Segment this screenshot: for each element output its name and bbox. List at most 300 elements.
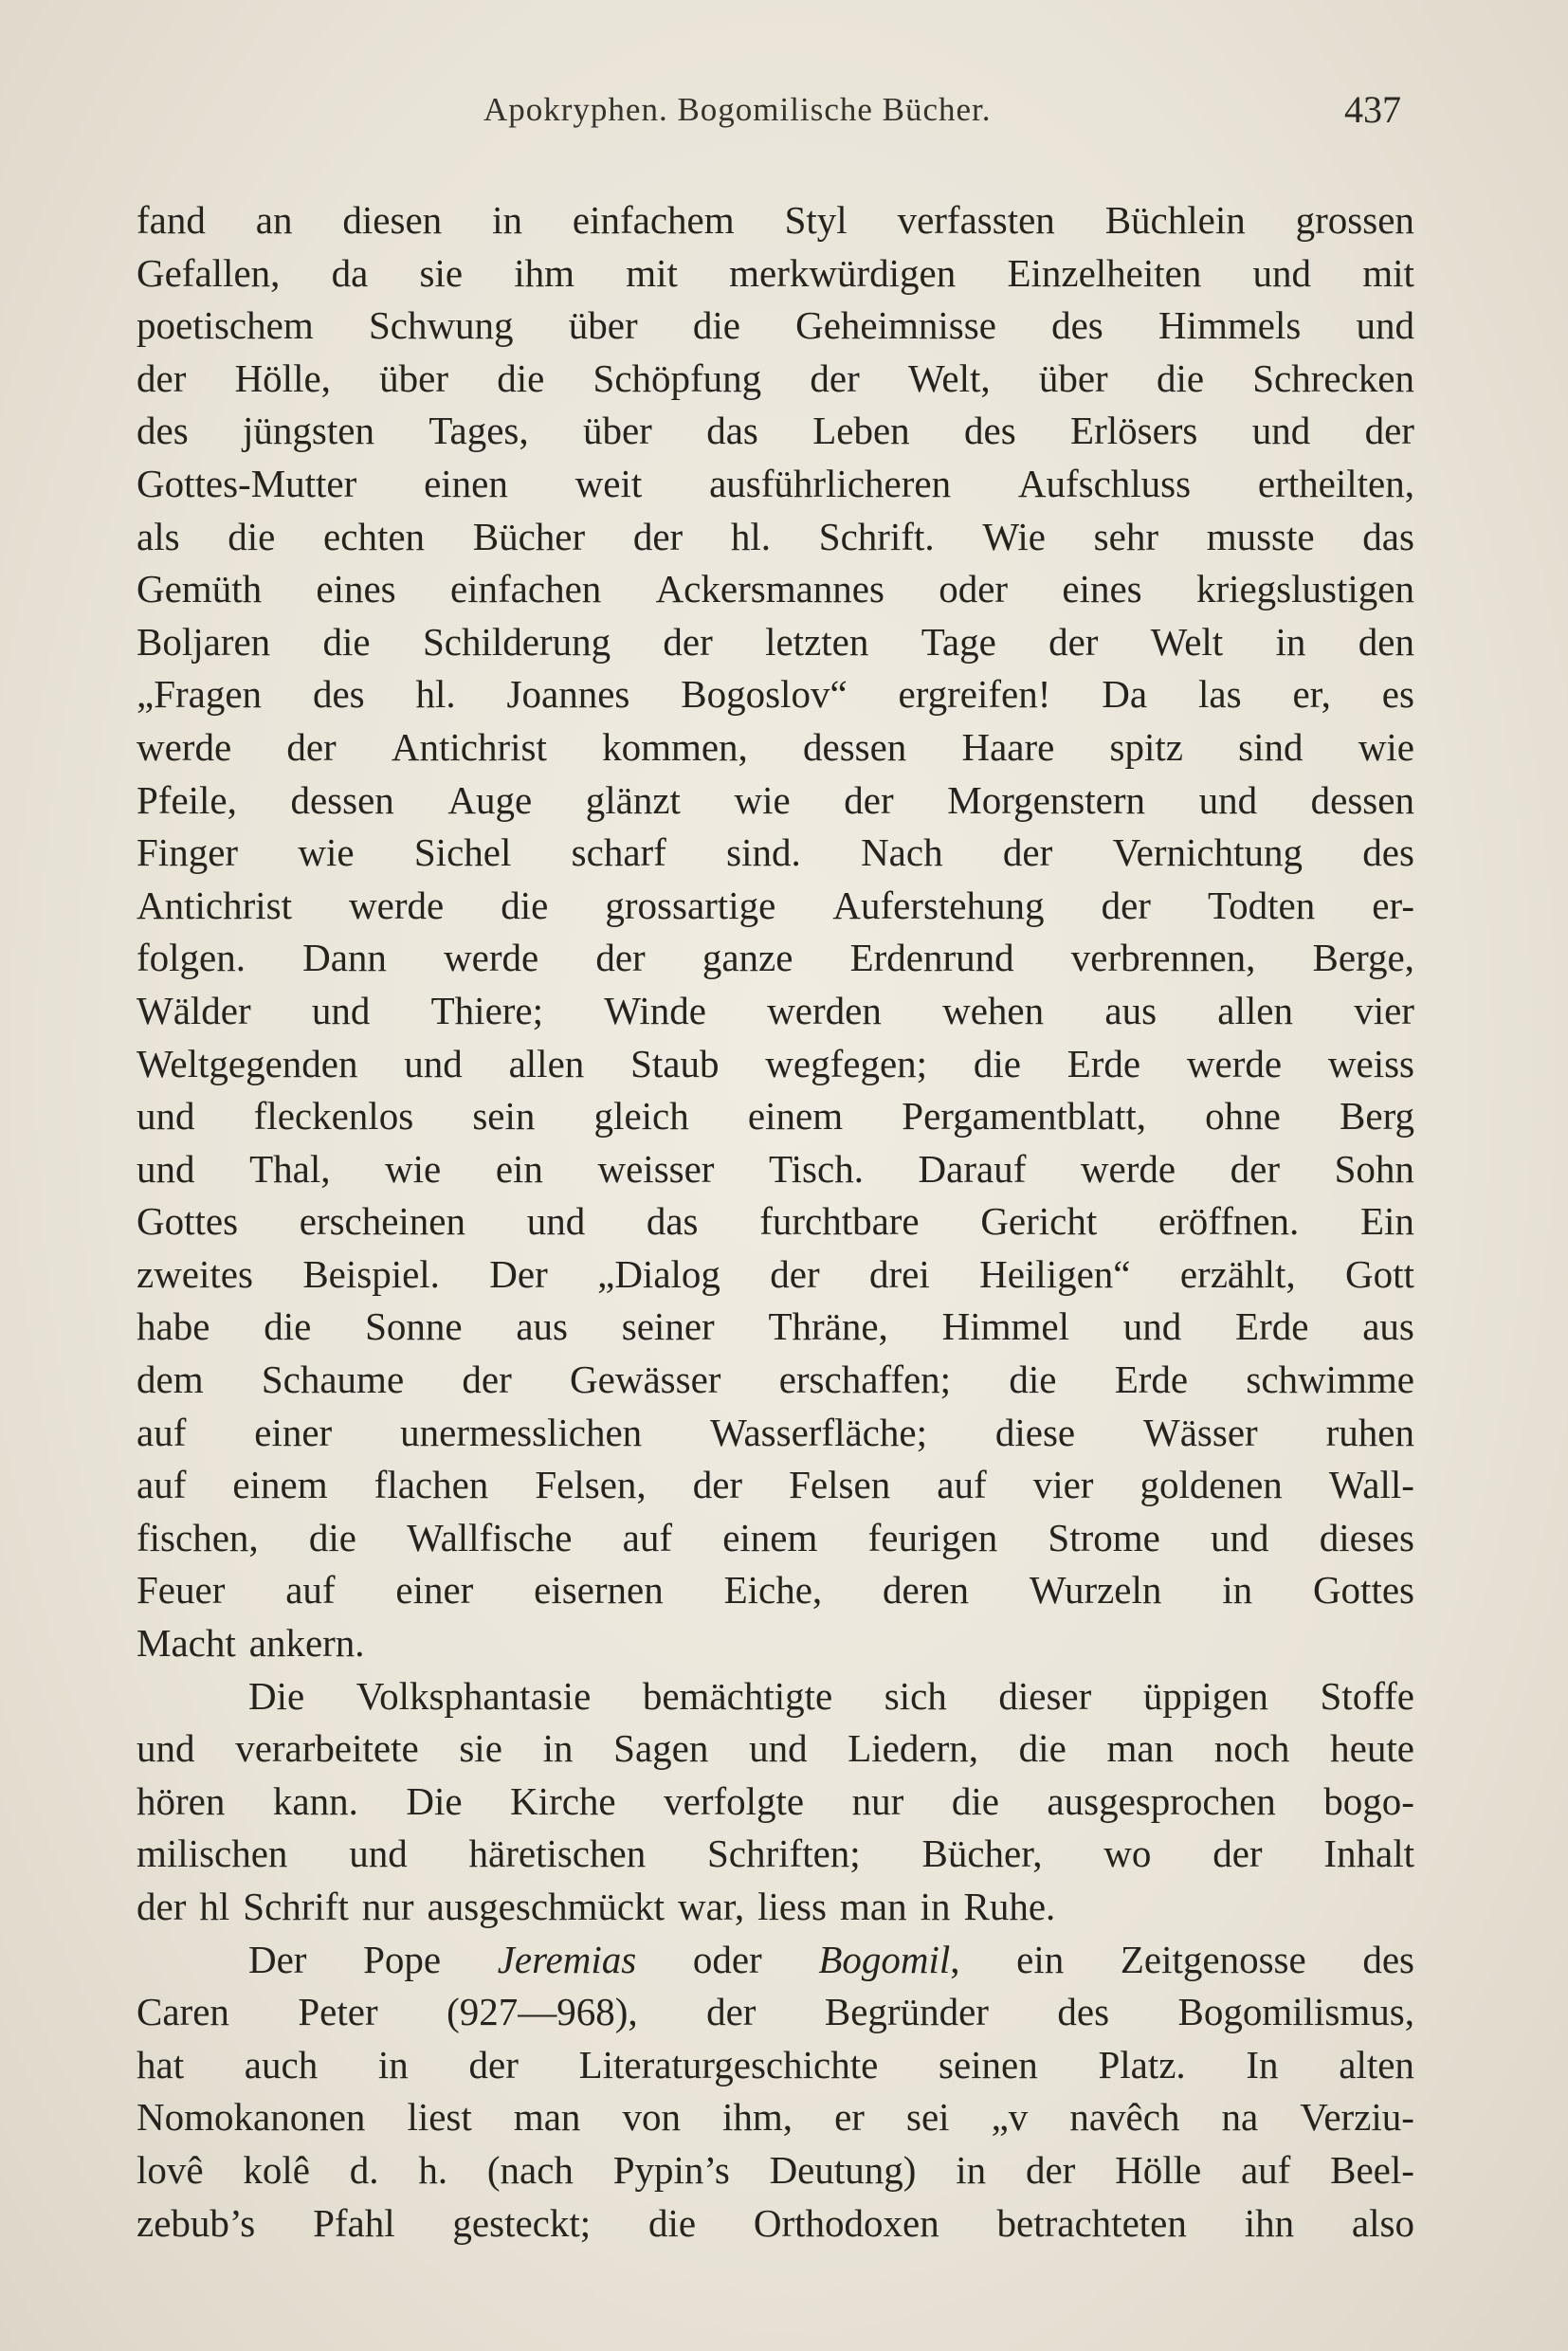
text-line [137, 1090, 1414, 1143]
word: des [1057, 1990, 1110, 2034]
word: man [1106, 1726, 1175, 1771]
word: das [646, 1199, 699, 1244]
word: wehen [942, 988, 1045, 1032]
word: wegfegen; [765, 1041, 928, 1085]
word: des [1362, 830, 1414, 875]
word: wie [1358, 724, 1414, 769]
word: der [810, 355, 860, 400]
word: Wurzeln [1029, 1568, 1162, 1613]
word: die [501, 883, 549, 927]
word: erschaffen; [778, 1358, 952, 1402]
text-line [137, 616, 1414, 669]
word: Bücher, [921, 1832, 1043, 1876]
word: Sagen [613, 1726, 709, 1771]
text-line [137, 1143, 1414, 1196]
word: oder [692, 1937, 762, 1981]
word: werde [1186, 1041, 1283, 1085]
word: Auge [447, 777, 533, 822]
word: einem [722, 1515, 818, 1559]
word: und [526, 1199, 586, 1244]
word: Tisch. [769, 1146, 864, 1191]
word: in [377, 2042, 409, 2087]
word: der [137, 355, 187, 400]
word: (927—968), [447, 1990, 638, 2034]
word: sich [884, 1673, 947, 1718]
word: gleich [593, 1094, 689, 1139]
word: Da [1102, 672, 1148, 717]
word: Zeitgenosse [1120, 1937, 1306, 1981]
word: einem [747, 1094, 844, 1139]
word: er [834, 2095, 865, 2140]
text-line [137, 721, 1414, 775]
word: auf [937, 1463, 987, 1507]
word: und [749, 1726, 808, 1771]
word: sie [459, 1726, 502, 1771]
word: allen [1217, 988, 1293, 1032]
word: fischen, [137, 1515, 259, 1559]
word: unermesslichen [400, 1410, 643, 1454]
text-line [137, 668, 1414, 721]
word: der [1364, 409, 1414, 453]
word: Gefallen, [137, 250, 281, 295]
word: erscheinen [299, 1199, 466, 1244]
word: fleckenlos [253, 1094, 414, 1139]
word: die [322, 619, 371, 664]
word: auf [622, 1515, 673, 1559]
text-line [137, 1354, 1414, 1407]
text-line [137, 300, 1414, 353]
word: aus [1362, 1304, 1414, 1349]
word: Orthodoxen [753, 2200, 939, 2245]
text-line [137, 985, 1414, 1038]
word: verarbeitete [235, 1726, 419, 1771]
word: Gottes-Mutter [137, 461, 357, 505]
word: lovê [137, 2147, 204, 2192]
word: einem [232, 1463, 328, 1507]
word: musste [1206, 514, 1315, 558]
word: Himmels [1158, 303, 1302, 348]
word: seinen [939, 2042, 1038, 2087]
word: furchtbare [759, 1199, 920, 1244]
word: wo [1103, 1832, 1152, 1876]
word: mit [1362, 250, 1414, 295]
word: Platz. [1098, 2042, 1186, 2087]
word: der [462, 1358, 512, 1402]
word: Ackersmannes [655, 567, 884, 611]
word: der [1230, 1146, 1281, 1191]
word: Wässer [1143, 1410, 1258, 1454]
word: Wälder [137, 988, 251, 1032]
text-line [137, 880, 1414, 933]
text-line [137, 1038, 1414, 1091]
word: Antichrist [137, 883, 292, 927]
word: aus [1104, 988, 1158, 1032]
word: Wallfische [407, 1515, 573, 1559]
word: eines [1062, 567, 1142, 611]
word: echten [323, 514, 426, 558]
word: Ruhe. [963, 1885, 1056, 1928]
word: Gottes [137, 1199, 239, 1244]
body-text [137, 194, 1414, 2250]
word: Einzelheiten [1007, 250, 1202, 295]
word: gesteckt; [452, 2200, 592, 2245]
word: h. [418, 2147, 448, 2192]
word: ein [1016, 1937, 1065, 1981]
word: in [1222, 1568, 1253, 1613]
word: Bücher [472, 514, 586, 558]
text-line [137, 458, 1414, 511]
word: vier [1354, 988, 1414, 1032]
word: liess [757, 1885, 827, 1928]
word: des [1362, 1937, 1414, 1981]
word: der [692, 1463, 743, 1507]
word: ein [495, 1146, 543, 1191]
word: eisernen [534, 1568, 664, 1613]
word: der [595, 936, 646, 980]
word: der [1101, 883, 1151, 927]
word: fand [137, 198, 206, 242]
text-line [137, 1459, 1414, 1512]
text-line [137, 1195, 1414, 1248]
text-line [137, 1301, 1414, 1354]
word: Berge, [1312, 936, 1414, 980]
word: Caren [137, 1990, 229, 2034]
word: Welt, [907, 355, 991, 400]
word: poetischem [137, 303, 314, 348]
word: das [706, 409, 758, 453]
word: hl. [415, 672, 456, 717]
word: die [1156, 355, 1205, 400]
word: Haare [961, 724, 1055, 769]
word: Erde [1067, 1041, 1141, 1085]
word: Nach [861, 830, 943, 875]
text-line [137, 511, 1414, 564]
word: Der [248, 1937, 307, 1981]
word: spitz [1109, 724, 1183, 769]
word: Thal, [249, 1146, 331, 1191]
word: und [311, 988, 371, 1032]
word: eröffnen. [1158, 1199, 1300, 1244]
word: Bogomilismus, [1177, 1990, 1414, 2034]
word: kommen, [602, 724, 748, 769]
word: dieses [1319, 1515, 1414, 1559]
word: allen [508, 1041, 585, 1085]
word: Nomokanonen [137, 2095, 366, 2140]
word: dessen [803, 724, 907, 769]
word: Erlösers [1070, 409, 1198, 453]
word: der [1025, 2147, 1076, 2192]
word: navêch [1069, 2095, 1180, 2140]
word: Deutung) [769, 2147, 917, 2192]
word: milischen [137, 1832, 288, 1876]
word: Die [248, 1673, 305, 1718]
word: werde [444, 936, 539, 980]
word: auf [137, 1410, 187, 1454]
word: Pfahl [313, 2200, 395, 2245]
text-line [137, 2197, 1414, 2251]
word: Winde [604, 988, 706, 1032]
word: hl [199, 1885, 230, 1928]
word: über [379, 355, 448, 400]
word: des [964, 409, 1016, 453]
text-line [137, 1776, 1414, 1829]
word: sei [906, 2095, 950, 2140]
text-line [137, 1934, 1414, 1987]
word: der [468, 2042, 519, 2087]
word: der [1048, 619, 1099, 664]
word: „Fragen [137, 672, 263, 717]
text-line [137, 1986, 1414, 2039]
word: die [1018, 1726, 1067, 1771]
text-line [137, 1722, 1414, 1776]
word: Hölle [1115, 2147, 1202, 2192]
word: und [137, 1094, 195, 1139]
word: noch [1213, 1726, 1290, 1771]
word: Jeremias [497, 1937, 637, 1981]
word: Thräne, [768, 1304, 888, 1349]
word: die [497, 355, 545, 400]
text-line [137, 1617, 1414, 1670]
word: las [1198, 672, 1242, 717]
word: in [956, 2147, 987, 2192]
text-line [137, 2144, 1414, 2197]
word: der [844, 777, 894, 822]
word: man [839, 1885, 907, 1928]
word: des [137, 409, 189, 453]
word: Finger [137, 830, 239, 875]
word: auf [1240, 2147, 1291, 2192]
word: Dann [302, 936, 387, 980]
text-line [137, 1881, 1414, 1934]
word: Eiche, [723, 1568, 823, 1613]
word: Thiere; [430, 988, 544, 1032]
word: Verziu- [1300, 2095, 1414, 2140]
word: hören [137, 1778, 226, 1823]
word: weisser [597, 1146, 715, 1191]
word: und [1252, 250, 1312, 295]
word: Styl [784, 198, 848, 242]
text-line [137, 353, 1414, 406]
word: Gewässer [570, 1358, 721, 1402]
word: drei [869, 1251, 930, 1296]
word: Beel- [1330, 2147, 1414, 2192]
word: betrachteten [996, 2200, 1187, 2245]
word: eines [316, 567, 396, 611]
word: häretischen [468, 1832, 647, 1876]
word: der [770, 1251, 820, 1296]
word: Schwung [368, 303, 514, 348]
word: grossen [1295, 198, 1414, 242]
word: einer [254, 1410, 333, 1454]
word: Schilderung [422, 619, 611, 664]
word: ruhen [1325, 1410, 1414, 1454]
word: Erdenrund [849, 936, 1014, 980]
word: Boljaren [137, 619, 271, 664]
word: Begründer [824, 1990, 989, 2034]
word: einen [424, 461, 508, 505]
word: verbrennen, [1070, 936, 1256, 980]
word: sehr [1093, 514, 1158, 558]
word: vier [1032, 1463, 1094, 1507]
word: Morgenstern [947, 777, 1145, 822]
word: Pypin’s [612, 2147, 730, 2192]
word: Büchlein [1104, 198, 1246, 242]
word: Bogoslov“ [681, 672, 848, 717]
word: verfolgte [664, 1778, 805, 1823]
word: und [1198, 777, 1258, 822]
text-line [137, 1407, 1414, 1460]
word: die [951, 1778, 999, 1823]
word: Hölle, [234, 355, 331, 400]
word: verfassten [897, 198, 1055, 242]
word: kriegslustigen [1195, 567, 1414, 611]
text-line [137, 2039, 1414, 2092]
word: „Dialog [597, 1251, 720, 1296]
word: weit [574, 461, 643, 505]
word: auf [137, 1463, 187, 1507]
word: es [1381, 672, 1414, 717]
word: Schöpfung [593, 355, 762, 400]
word: Gericht [980, 1199, 1098, 1244]
word: dessen [1310, 777, 1414, 822]
word: liest [407, 2095, 472, 2140]
word: bogo- [1323, 1778, 1414, 1823]
word: ganze [702, 936, 793, 980]
word: grossartige [605, 883, 776, 927]
word: Gottes [1312, 1568, 1414, 1613]
word: jüngsten [243, 409, 374, 453]
word: der [137, 1885, 187, 1928]
word: als [137, 514, 180, 558]
word: die [264, 1304, 312, 1349]
word: üppigen [1142, 1673, 1268, 1718]
word: von [622, 2095, 681, 2140]
word: und [1122, 1304, 1182, 1349]
word: und [1251, 409, 1311, 453]
word: Liedern, [848, 1726, 978, 1771]
word: Sonne [365, 1304, 463, 1349]
text-line [137, 775, 1414, 828]
word: der [1212, 1832, 1263, 1876]
word: heute [1330, 1726, 1414, 1771]
word: letzten [765, 619, 869, 664]
word: einfachen [449, 567, 602, 611]
text-line [137, 1564, 1414, 1617]
word: goldenen [1140, 1463, 1283, 1507]
word: in [1275, 619, 1306, 664]
word: einfachem [572, 198, 735, 242]
word: Felsen, [535, 1463, 647, 1507]
text-line [137, 1248, 1414, 1302]
text-line [137, 2091, 1414, 2144]
word: kolê [243, 2147, 310, 2192]
word: Sohn [1334, 1146, 1414, 1191]
word: (nach [486, 2147, 574, 2192]
word: dieser [998, 1673, 1092, 1718]
word: Volksphantasie [356, 1673, 592, 1718]
text-line [137, 405, 1414, 458]
word: erzählt, [1179, 1251, 1296, 1296]
word: und [1211, 1515, 1269, 1559]
text-line [137, 194, 1414, 247]
word: wie [734, 777, 791, 822]
word: Tages, [428, 409, 529, 453]
word: aus [516, 1304, 568, 1349]
word: nur [851, 1778, 904, 1823]
word: die [647, 2200, 697, 2245]
word: wie [298, 830, 355, 875]
word: Bogomil, [818, 1937, 960, 1981]
word: werde [1080, 1146, 1176, 1191]
word: In [1246, 2042, 1279, 2087]
running-head: Apokryphen. Bogomilische Bücher. [483, 91, 992, 128]
word: er, [1292, 672, 1331, 717]
word: Antichrist [391, 724, 547, 769]
word: Macht [137, 1621, 236, 1666]
word: Kirche [510, 1778, 616, 1823]
word: werden [767, 988, 882, 1032]
word: den [1358, 619, 1414, 664]
word: Erde [1114, 1358, 1189, 1402]
word: flachen [374, 1463, 489, 1507]
word: deren [883, 1568, 970, 1613]
word: ihn [1244, 2200, 1295, 2245]
word: der [1002, 830, 1053, 875]
word: alten [1339, 2042, 1414, 2087]
word: Weltgegenden [137, 1041, 358, 1085]
word: ausgesprochen [1047, 1778, 1276, 1823]
word: Beispiel. [302, 1251, 440, 1296]
word: Peter [298, 1990, 378, 2034]
word: oder [939, 567, 1009, 611]
text-line [137, 827, 1414, 880]
word: der [706, 1990, 757, 2034]
word: und [137, 1146, 195, 1191]
word: Ein [1359, 1199, 1414, 1244]
word: ausführlicheren [709, 461, 952, 505]
word: der [663, 619, 713, 664]
word: über [568, 303, 638, 348]
text-line [137, 1828, 1414, 1881]
word: Sichel [413, 830, 512, 875]
word: diese [994, 1410, 1076, 1454]
word: war, [678, 1885, 745, 1928]
word: ertheilten, [1257, 461, 1414, 505]
word: in [542, 1726, 574, 1771]
word: Literaturgeschichte [578, 2042, 879, 2087]
word: Staub [630, 1041, 720, 1085]
text-line [137, 1670, 1414, 1723]
word: nur [361, 1885, 414, 1928]
word: wie [385, 1146, 442, 1191]
word: Leben [812, 409, 910, 453]
word: Feuer [137, 1568, 226, 1613]
text-line [137, 563, 1414, 616]
word: und [137, 1726, 195, 1771]
word: Berg [1340, 1094, 1414, 1139]
word: sie [419, 250, 464, 295]
word: Erde [1235, 1304, 1309, 1349]
word: in [920, 1885, 951, 1928]
word: das [1362, 514, 1414, 558]
word: einer [395, 1568, 474, 1613]
word: Vernichtung [1112, 830, 1303, 875]
word: weiss [1327, 1041, 1414, 1085]
word: hat [137, 2042, 185, 2087]
word: Stoffe [1320, 1673, 1414, 1718]
word: und [1356, 303, 1414, 348]
word: die [1009, 1358, 1057, 1402]
